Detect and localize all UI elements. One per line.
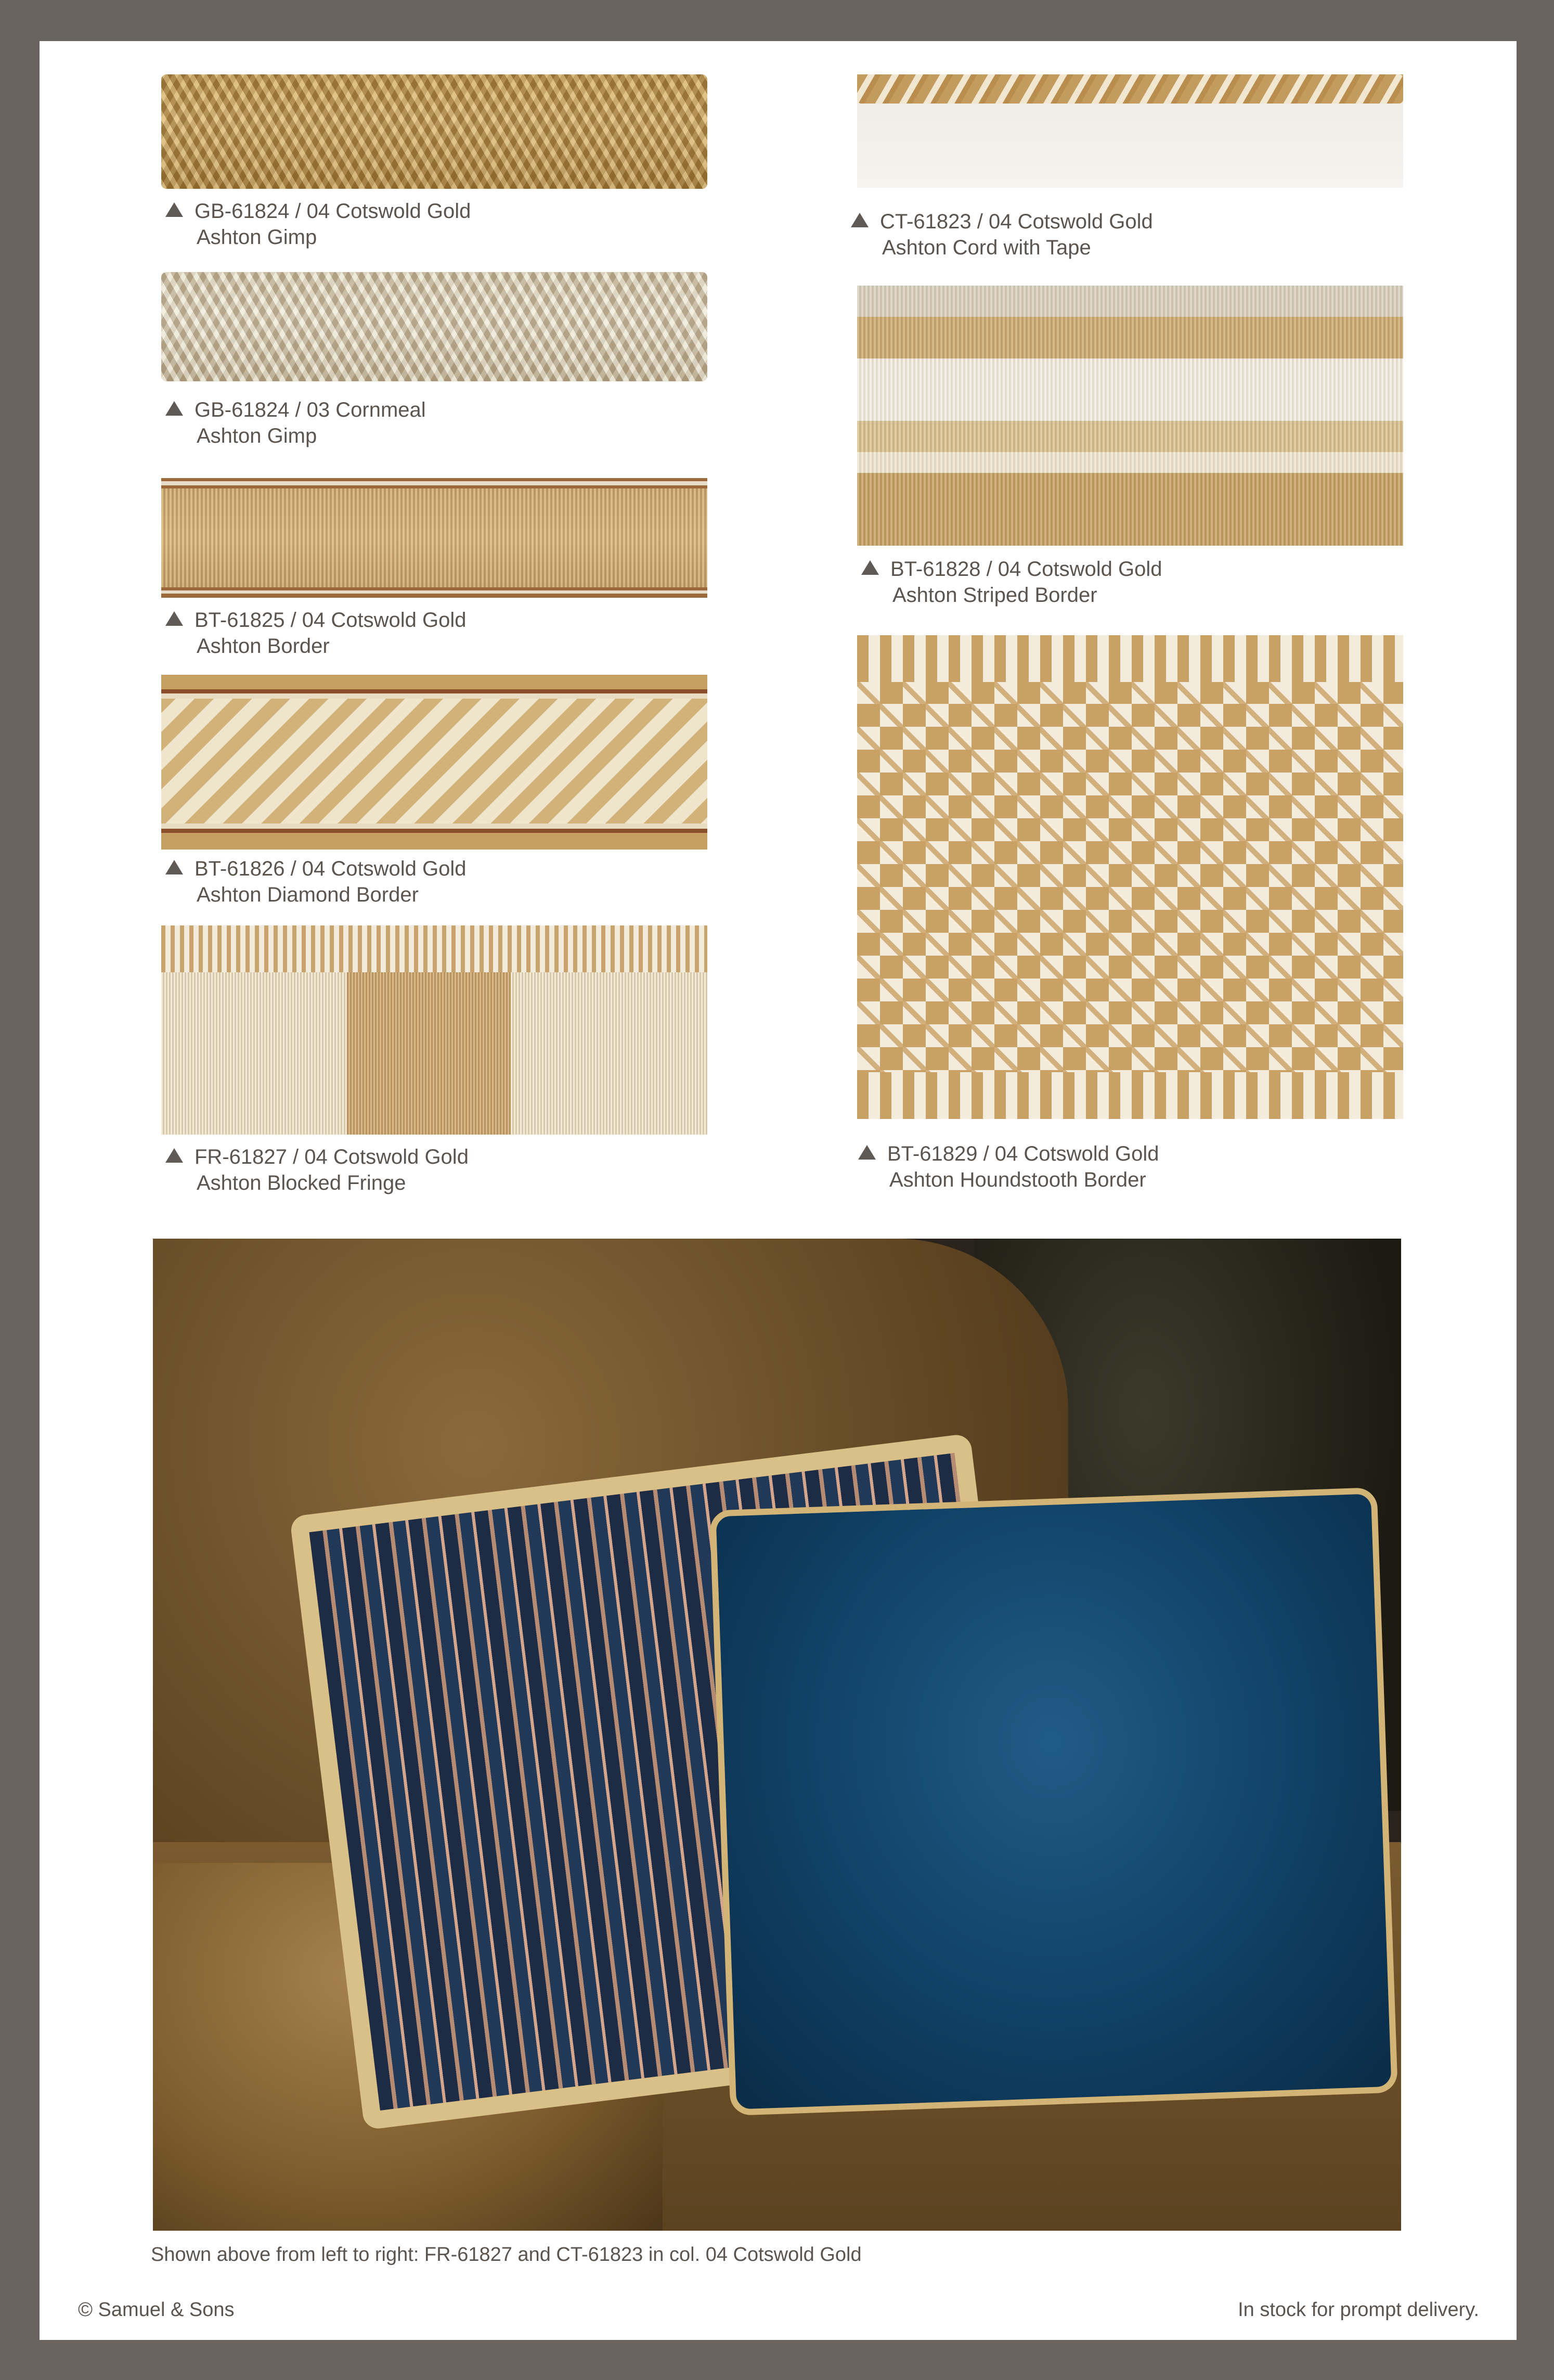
swatch-code: BT-61829 / 04 Cotswold Gold [887,1142,1159,1165]
swatch-code: CT-61823 / 04 Cotswold Gold [880,210,1153,233]
swatch-name: Ashton Gimp [197,424,317,447]
swatch-image-fr-61827 [161,925,707,1135]
swatch-image-bt-61828 [857,286,1403,546]
swatch-image-bt-61826 [161,675,707,850]
swatch-caption [858,1141,1159,1193]
triangle-up-icon [165,1148,183,1163]
swatch-name: Ashton Diamond Border [197,883,419,906]
swatch-image-ct-61823 [857,74,1403,188]
swatch-code: GB-61824 / 04 Cotswold Gold [195,200,471,223]
swatch-image-bt-61829 [857,635,1403,1119]
triangle-up-icon [165,202,183,217]
swatch-code: GB-61824 / 03 Cornmeal [195,398,426,421]
triangle-up-icon [858,1145,876,1160]
swatch-name: Ashton Cord with Tape [882,236,1091,259]
swatch-code: BT-61826 / 04 Cotswold Gold [195,857,467,880]
pillows-on-sofa-photo [153,1239,1401,2231]
swatch-image-gb-61824-04 [161,74,707,189]
swatch-caption [165,856,467,908]
swatch-name: Ashton Border [197,635,330,658]
swatch-caption [165,1144,469,1196]
swatch-name: Ashton Gimp [197,226,317,249]
triangle-up-icon [861,560,879,575]
swatch-caption [165,607,467,659]
swatch-image-bt-61825 [161,478,707,598]
swatch-name: Ashton Houndstooth Border [889,1168,1146,1191]
swatch-caption [861,556,1162,608]
swatch-name: Ashton Blocked Fringe [197,1172,406,1194]
photo-caption: Shown above from left to right: FR-61827 and CT-61823 in col. 04 Cotswold Gold [151,2244,862,2266]
swatch-name: Ashton Striped Border [892,584,1097,607]
triangle-up-icon [851,213,869,227]
triangle-up-icon [165,401,183,416]
catalog-page [40,41,1517,2340]
swatch-image-gb-61824-03 [161,272,707,381]
swatch-code: BT-61828 / 04 Cotswold Gold [890,558,1162,581]
swatch-code: FR-61827 / 04 Cotswold Gold [195,1146,469,1168]
swatch-code: BT-61825 / 04 Cotswold Gold [195,609,467,632]
stock-notice: In stock for prompt delivery. [1238,2299,1479,2321]
triangle-up-icon [165,860,183,874]
blue-velvet-corded-pillow [709,1487,1398,2116]
swatch-caption [851,209,1153,261]
copyright-text: © Samuel & Sons [78,2299,235,2321]
swatch-caption [165,397,426,449]
swatch-caption [165,198,471,250]
triangle-up-icon [165,611,183,626]
